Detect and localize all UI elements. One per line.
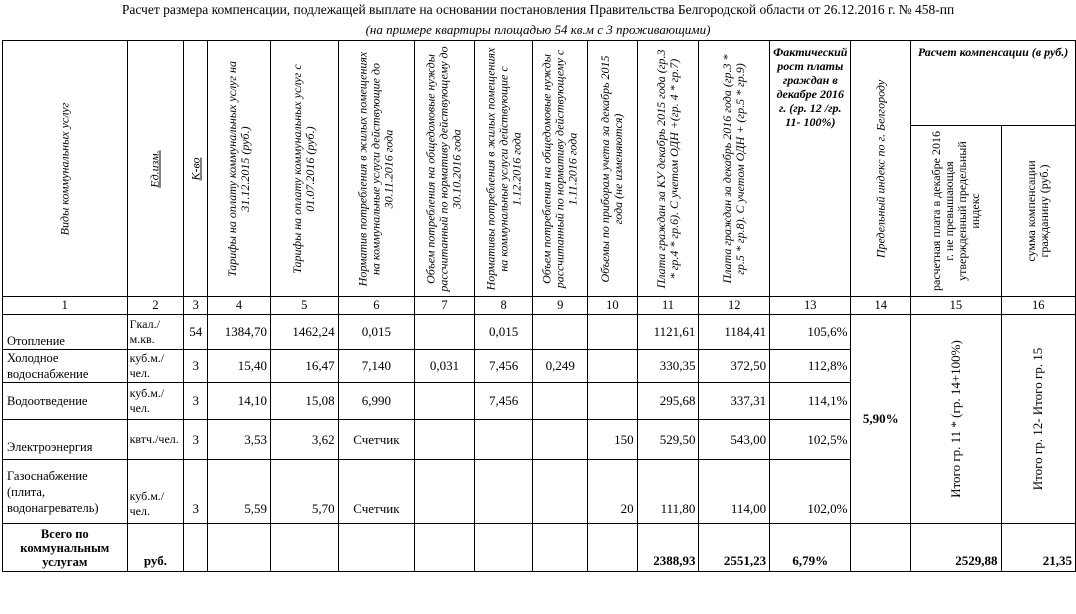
header-actual-growth: Фактический рост платы граждан в декабре 2016 г. (гр. 12 /гр. 11- 100%) [770,41,851,297]
header-compensation-calc: Расчет компенсации (в руб.) [911,41,1076,126]
limit-index-value: 5,90% [851,315,911,524]
header-calc-payment: расчетная плата в декабре 2016 г. не превышающая утвержденный предельный индекс [911,126,1001,297]
column-numbers-row: 1 2 3 4 5 6 7 8 9 10 11 12 13 14 15 16 [3,297,1076,315]
page-subtitle: (на примере квартиры площадью 54 кв.м с 3 проживающими) [365,22,711,37]
header-quantity: К-во [184,41,208,297]
header-service-type: Виды коммунальных услуг [3,41,128,297]
header-meter-volume: Объемы по приборам учета за декабрь 2015 года (не изменяются) [588,41,638,297]
table-row: Электроэнергия квтч./чел. 3 3,53 3,62 Счетчик 150 529,50 543,00 102,5% [3,420,1076,460]
page-title: Расчет размера компенсации, подлежащей выплате на основании постановления Правительства Белгородской области от 26.12.2016 г. № 458-пп [121,2,955,17]
header-odn-old: Объем потребления на общедомовые нужды рассчитанный по нормативу действующему до 30.10.2016 года [415,41,475,297]
formula-col15: Итого гр. 11 * (гр. 14+100%) [911,315,1001,524]
formula-col16: Итого гр. 12- Итого гр. 15 [1001,315,1076,524]
header-tariff-2016: Тарифы на оплату коммунальных услуг с 01.07.2016 (руб.) [270,41,338,297]
table-row: Холодное водоснабжение куб.м./чел. 3 15,40 16,47 7,140 0,031 7,456 0,249 330,35 372,50 112,8% [3,350,1076,383]
table-row: Газоснабжение (плита, водонагреватель) куб.м./чел. 3 5,59 5,70 Счетчик 20 111,80 114,00 102,0% [3,460,1076,524]
header-payment-2015: Плата граждан за КУ декабрь 2015 года (гр.3 * гр.4 * гр.6). С учетом ОДН +(гр. 4 * гр.7) [637,41,699,297]
header-compensation-sum: сумма компенсации гражданину (руб.) [1001,126,1076,297]
header-unit: Ед.изм. [127,41,184,297]
compensation-table [2,40,1076,572]
header-odn-new: Объем потребления на общедомовые нужды рассчитанный по нормативу действующему с 1.11.2016 года [533,41,588,297]
header-tariff-2015: Тарифы на оплату коммунальных услуг на 31.12.2015 (руб.) [208,41,271,297]
header-limit-index: Предельный индекс по г. Белгороду [851,41,911,297]
header-payment-2016: Плата граждан за декабрь 2016 года (гр.3 * гр.5 * гр.8). С учетом ОДН + (гр.5 * гр.9) [699,41,770,297]
header-norm-old: Норматив потребления в жилых помещениях на коммунальные услуги действующие до 30.11.2016 года [338,41,415,297]
total-row: Всего по коммунальным услугам руб. 2388,93 2551,23 6,79% 2529,88 21,35 [3,524,1076,572]
table-row: Водоотведение куб.м./чел. 3 14,10 15,08 6,990 7,456 295,68 337,31 114,1% [3,383,1076,420]
table-row: Отопление Гкал./м.кв. 54 1384,70 1462,24 0,015 0,015 1121,61 1184,41 105,6% 5,90% Итого гр. 11 * (гр. 14+100%) Итого гр. 12- Итого гр. 15 [3,315,1076,350]
header-norm-new: Нормативы потребления в жилых помещениях на коммунальные услуги действующие с 1.12.2016 года [474,41,533,297]
